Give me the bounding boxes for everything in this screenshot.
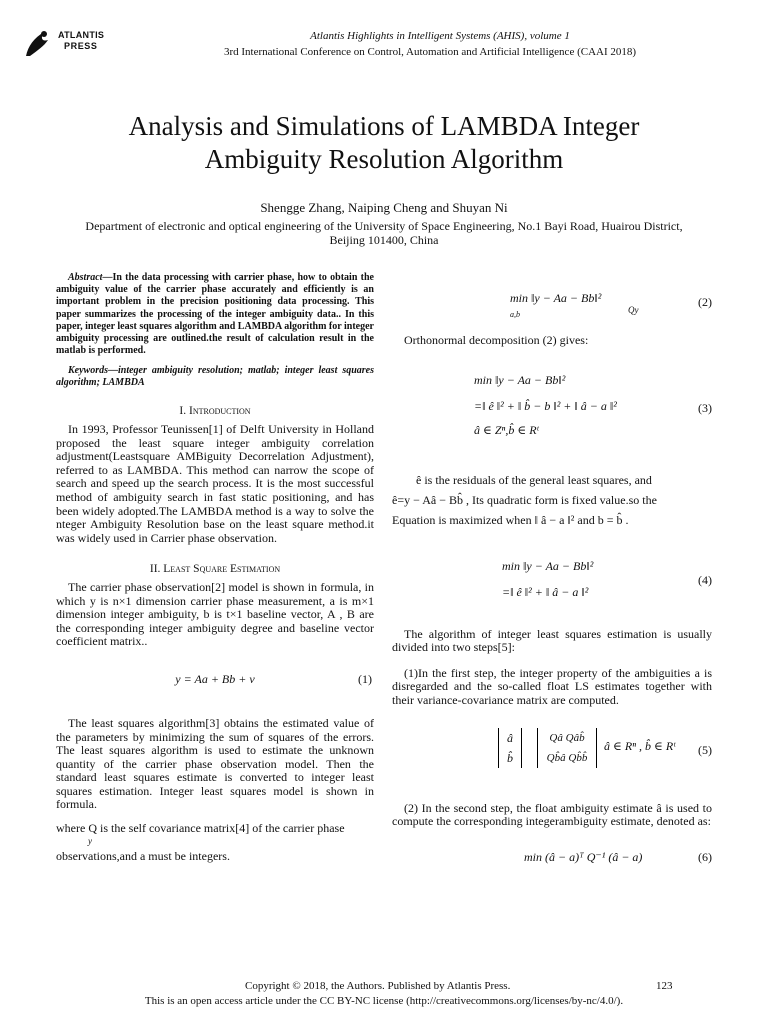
residual-line-3: Equation is maximized when ‖ â − a ‖² and b = b̂ . <box>392 512 629 527</box>
abstract-body: —In the data processing with carrier phase, how to obtain the ambiguity value of the carrier phase accurately and efficiently is an important problem in the precision positioning data processing. This paper summarizes the processing of the integer ambiguity data.. In this paper, integer least squares algorithm and LAMBDA algorithm for integer ambiguity processing are outlined.the result of calculation result in the matlab is performed. <box>56 272 374 357</box>
keywords-label: Keywords <box>68 365 108 377</box>
copyright: Copyright © 2018, the Authors. Published by Atlantis Press. <box>245 980 511 992</box>
equation-4-line-2: =‖ ê ‖² + ‖ â − a ‖² <box>502 584 589 599</box>
equation-2-subscript: a,b <box>510 310 520 319</box>
equation-3-line-3: â ∈ Zⁿ,b̂ ∈ Rᵗ <box>474 422 539 437</box>
logo-word-2: PRESS <box>64 41 98 51</box>
where-line <box>56 822 374 863</box>
equation-5-q11: Qâ <box>549 731 563 744</box>
equation-5-b: b̂ <box>507 750 513 765</box>
residual-line-2: ê=y − Aâ − Bb̂ , Its quadratic form is fixed value.so the <box>392 492 657 507</box>
equation-5-number: (5) <box>698 742 712 757</box>
step-1-paragraph: (1)In the first step, the integer property of the ambiguities a is disregarded and the so-called float LS estimates together with their variance-covariance matrix are computed. <box>392 665 712 707</box>
equation-1 <box>56 663 374 701</box>
steps-paragraph: The algorithm of integer least squares estimation is usually divided into two steps[5]: <box>392 626 712 655</box>
equation-1-expr: y = Aa + Bb + v <box>175 671 255 686</box>
title-line-1: Analysis and Simulations of LAMBDA Integer <box>128 111 640 141</box>
equation-5-q22: Qb̂b̂ <box>568 751 588 764</box>
equation-5-covariance <box>537 728 597 768</box>
model-paragraph: The carrier phase observation[2] model is shown in formula, in which y is n×1 dimension carrier phase measurement, a is m×1 dimension integer ambiguity, b is t×1 baseline vector, A , B are the corresponding integer ambiguity degree and baseline vector coefficient matrix.. <box>56 579 374 649</box>
equation-5 <box>392 726 712 782</box>
equation-4-line-1: min ‖y − Aa − Bb‖² <box>502 558 594 573</box>
license-line: This is an open access article under the CC BY-NC license (http://creativecommons.org/licenses/by-nc/4.0/). <box>144 995 624 1007</box>
publisher-logo <box>22 28 112 58</box>
equation-6-number: (6) <box>698 849 712 864</box>
section-heading-introduction: I. Introduction <box>179 405 251 418</box>
abstract <box>56 272 374 357</box>
residual-line-1: ê is the residuals of the general least squares, and <box>416 472 652 487</box>
atlantis-logo-icon <box>22 28 52 58</box>
equation-2 <box>392 286 712 330</box>
equation-2-number: (2) <box>698 295 712 309</box>
equation-6 <box>392 851 712 881</box>
ls-paragraph: The least squares algorithm[3] obtains the estimated value of the parameters by minimizing the sum of squares of the errors. The least squares algorithm is used to estimate the unknown quantity of the carrier phase observation model. Then the standard least squares estimate is converted to integer least squares estimation. Integer least squares model is shown in formula. <box>56 715 374 812</box>
equation-6-expr: min (â − a)ᵀ Q⁻¹ (â − a) <box>524 849 643 864</box>
page-number: 123 <box>656 980 673 992</box>
affiliation-line-1: Department of electronic and optical engineering of the University of Space Engineering, No.1 Bayi Road, Huairou District, <box>85 219 683 233</box>
equation-5-a: â <box>507 730 513 745</box>
section-heading-least-square: II. Least Square Estimation <box>149 563 281 576</box>
equation-2-expr: min ‖y − Aa − Bb‖² <box>510 291 602 305</box>
where-subscript: y <box>88 835 92 846</box>
equation-3-number: (3) <box>698 400 712 415</box>
journal-header: Atlantis Highlights in Intelligent Systems (AHIS), volume 1 <box>310 30 570 42</box>
right-column <box>392 272 712 881</box>
equation-3 <box>392 374 712 448</box>
authors: Shengge Zhang, Naiping Cheng and Shuyan Ni <box>260 200 508 215</box>
where-text-2: observations,and a must be integers. <box>56 848 230 863</box>
step-2-paragraph: (2) In the second step, the float ambiguity estimate â is used to compute the corresponding integerambiguity estimate, denoted as: <box>392 800 712 829</box>
equation-5-q12: Qâb̂ <box>565 731 585 744</box>
keywords <box>56 365 374 389</box>
affiliation-line-2: Beijing 101400, China <box>329 233 439 247</box>
equation-3-line-2: =‖ ê ‖² + ‖ b̂ − b ‖² + ‖ â − a ‖² <box>474 398 617 413</box>
equation-5-matrix <box>498 728 675 768</box>
conference-header: 3rd International Conference on Control, Automation and Artificial Intelligence (CAAI 2018) <box>223 46 637 58</box>
ortho-sentence: Orthonormal decomposition (2) gives: <box>404 333 589 347</box>
equation-4 <box>392 560 712 610</box>
equation-1-number: (1) <box>358 671 372 686</box>
equation-5-tail: â ∈ Rⁿ , b̂ ∈ Rᵗ <box>604 739 676 754</box>
paper-title <box>60 110 708 176</box>
equation-3-line-1: min ‖y − Aa − Bb‖² <box>474 372 566 387</box>
equation-5-q21: Qb̂â <box>546 751 566 764</box>
logo-word-1: ATLANTIS <box>58 30 105 40</box>
abstract-label: Abstract <box>68 272 103 283</box>
equation-5-vector <box>498 728 522 768</box>
affiliation <box>50 219 718 247</box>
equation-4-number: (4) <box>698 572 712 587</box>
where-text: where Q is the self covariance matrix[4] of the carrier phase <box>56 821 345 836</box>
intro-paragraph: In 1993, Professor Teunissen[1] of Delft University in Holland proposed the least square integer ambiguity correlation adjustment(Leastsquare AMBiguity Decorrelation Adjustment), referred to as LAMBDA. This method can narrow the scope of search and speed up the search process. It is the most successful method of ambiguity search in fast static positioning, and has been widely adopted.The LAMBDA method is a way to solve the nteger Ambiguity Resolution base on the least square method.it was widely used in Carrier phase observation. <box>56 422 374 545</box>
keywords-body: —integer ambiguity resolution; matlab; integer least squares algorithm; LAMBDA <box>56 365 374 389</box>
equation-2-q: Qy <box>628 305 639 315</box>
left-column <box>56 272 374 863</box>
residual-paragraph <box>392 470 712 530</box>
title-line-2: Ambiguity Resolution Algorithm <box>204 144 564 174</box>
